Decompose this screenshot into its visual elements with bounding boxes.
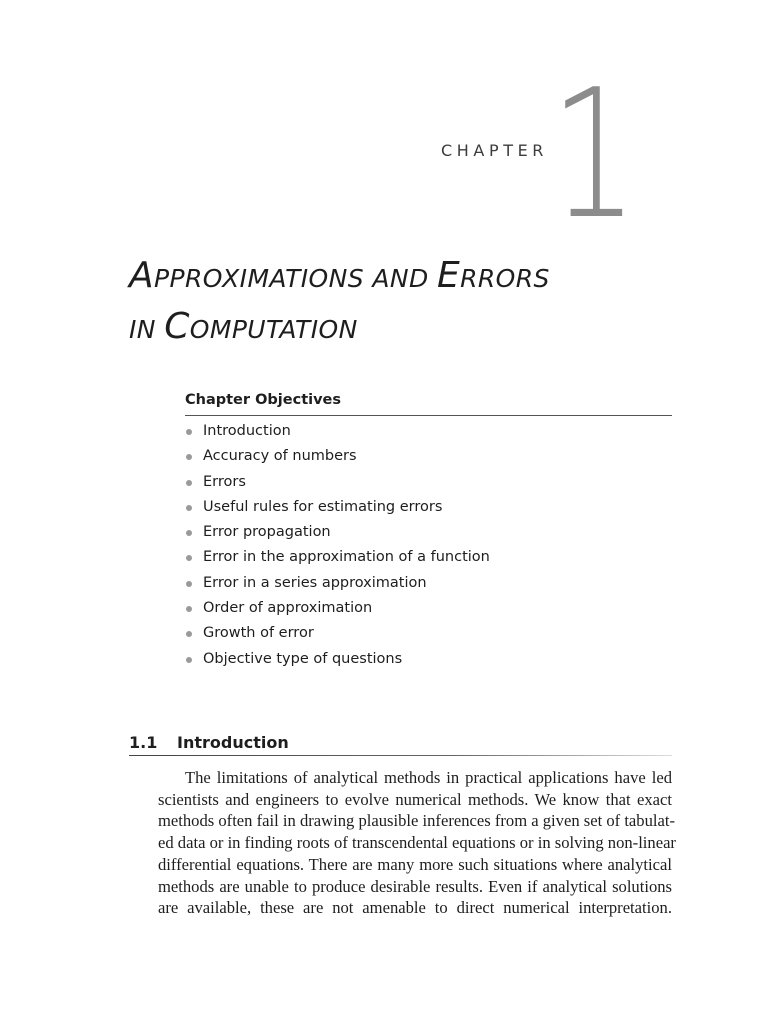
chapter-objectives <box>185 390 672 672</box>
bullet-icon <box>186 581 192 587</box>
paragraph-line: methods are unable to produce desirable results. Even if analytical solutions <box>158 876 672 896</box>
title-initial: E <box>436 255 461 296</box>
chapter-label: CHAPTER <box>441 141 548 160</box>
objective-item <box>185 495 672 520</box>
objective-text: Error propagation <box>203 524 331 541</box>
objective-item <box>185 520 672 545</box>
body-paragraph <box>158 767 676 919</box>
objective-text: Growth of error <box>203 625 314 642</box>
title-word: IN <box>129 315 165 344</box>
title-word: OMPUTATION <box>189 315 358 344</box>
objective-item <box>185 419 672 444</box>
paragraph-line: scientists and engineers to evolve numerical methods. We know that exact <box>158 789 672 809</box>
paragraph-line: methods often fail in drawing plausible inferences from a given set of tabulat- <box>158 811 676 831</box>
title-initial: C <box>164 306 190 347</box>
chapter-number: 1 <box>550 51 639 258</box>
title-word: PPROXIMATIONS AND <box>154 264 437 293</box>
section-heading <box>129 732 672 754</box>
title-word: RRORS <box>460 264 550 293</box>
bullet-icon <box>186 631 192 637</box>
bullet-icon <box>186 480 192 486</box>
objective-item <box>185 596 672 621</box>
paragraph-line: are available, these are not amenable to direct numerical interpretation. <box>158 898 672 918</box>
bullet-icon <box>186 454 192 460</box>
bullet-icon <box>186 606 192 612</box>
objective-text: Order of approximation <box>203 600 373 617</box>
objectives-heading: Chapter Objectives <box>185 390 672 416</box>
chapter-title-line-2 <box>129 303 689 354</box>
objective-text: Objective type of questions <box>203 650 403 667</box>
chapter-title <box>129 252 689 354</box>
objective-item <box>185 621 672 646</box>
objective-item <box>185 470 672 495</box>
section-number: 1.1 <box>129 733 158 752</box>
objective-item <box>185 647 672 672</box>
section-title: Introduction <box>177 733 289 752</box>
objective-text: Errors <box>203 473 246 490</box>
section-divider <box>129 755 672 756</box>
paragraph-line: differential equations. There are many more such situations where analytical <box>158 854 672 874</box>
objective-text: Accuracy of numbers <box>203 448 357 465</box>
objective-text: Error in the approximation of a function <box>203 549 490 566</box>
bullet-icon <box>186 530 192 536</box>
chapter-title-line-1 <box>129 252 689 303</box>
objective-text: Useful rules for estimating errors <box>203 498 443 515</box>
objective-item <box>185 571 672 596</box>
title-initial: A <box>129 255 155 296</box>
paragraph-line: The limitations of analytical methods in practical applications have led <box>185 768 672 787</box>
objectives-list <box>185 419 672 672</box>
objective-item <box>185 545 672 570</box>
objective-text: Introduction <box>203 423 291 439</box>
objective-text: Error in a series approximation <box>203 574 427 591</box>
objective-item <box>185 444 672 469</box>
bullet-icon <box>186 657 192 663</box>
paragraph-line: ed data or in finding roots of transcendental equations or in solving non-linear <box>158 833 676 853</box>
bullet-icon <box>186 429 192 435</box>
bullet-icon <box>186 555 192 561</box>
bullet-icon <box>186 505 192 511</box>
